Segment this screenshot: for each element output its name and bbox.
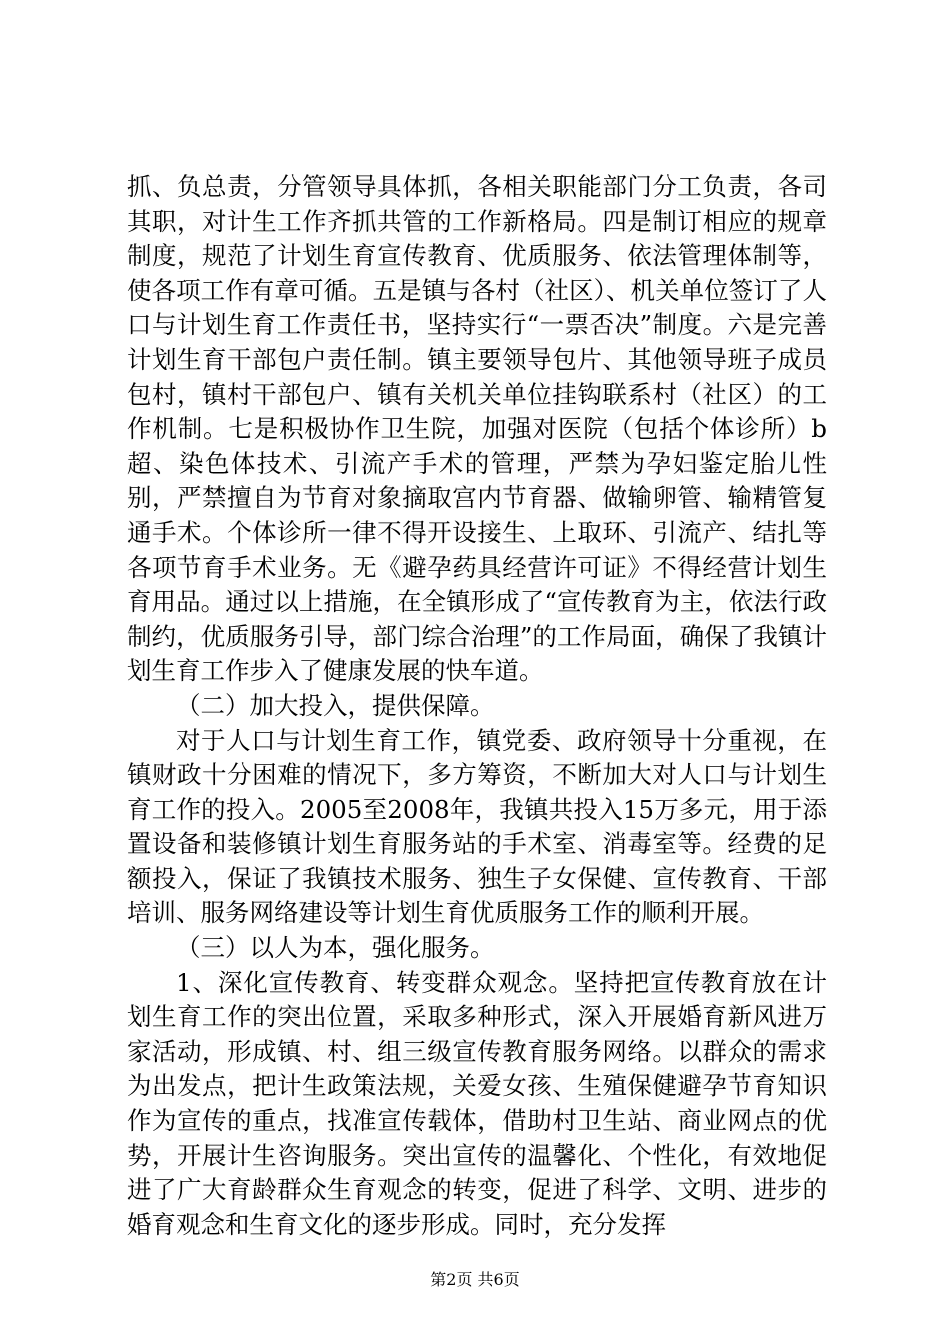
- paragraph-investment: 对于人口与计划生育工作，镇党委、政府领导十分重视，在镇财政十分困难的情况下，多方筹资，不断加大对人口与计划生育工作的投入。2005至2008年，我镇共投入15万多元，用于添置设备和装修镇计划生育服务站的手术室、消毒室等。经费的足额投入，保证了我镇技术服务、独生子女保健、宣传教育、干部培训、服务网络建设等计划生育优质服务工作的顺利开展。: [127, 725, 827, 928]
- section-heading-investment: （二）加大投入，提供保障。: [176, 690, 495, 720]
- section-heading-service: （三）以人为本，强化服务。: [176, 933, 495, 963]
- page-footer: [0, 1270, 950, 1290]
- page-number-label: 第2页 共6页: [430, 1270, 520, 1289]
- document-body: [127, 170, 827, 1242]
- paragraph-responsibility-system: 抓、负总责，分管领导具体抓，各相关职能部门分工负责，各司其职，对计生工作齐抓共管的工作新格局。四是制订相应的规章制度，规范了计划生育宣传教育、优质服务、依法管理体制等，使各项工作有章可循。五是镇与各村（社区）、机关单位签订了人口与计划生育工作责任书，坚持实行“一票否决”制度。六是完善计划生育干部包户责任制。镇主要领导包片、其他领导班子成员包村，镇村干部包户、镇有关机关单位挂钩联系村（社区）的工作机制。七是积极协作卫生院，加强对医院（包括个体诊所）b超、染色体技术、引流产手术的管理，严禁为孕妇鉴定胎儿性别，严禁擅自为节育对象摘取宫内节育器、做输卵管、输精管复通手术。个体诊所一律不得开设接生、上取环、引流产、结扎等各项节育手术业务。无《避孕药具经营许可证》不得经营计划生育用品。通过以上措施，在全镇形成了“宣传教育为主，依法行政制约，优质服务引导，部门综合治理”的工作局面，确保了我镇计划生育工作步入了健康发展的快车道。: [127, 172, 827, 686]
- paragraph-publicity-education: 1、深化宣传教育、转变群众观念。坚持把宣传教育放在计划生育工作的突出位置，采取多种形式，深入开展婚育新风进万家活动，形成镇、村、组三级宣传教育服务网络。以群众的需求为出发点，把计生政策法规，关爱女孩、生殖保健避孕节育知识作为宣传的重点，找准宣传载体，借助村卫生站、商业网点的优势，开展计生咨询服务。突出宣传的温馨化、个性化，有效地促进了广大育龄群众生育观念的转变，促进了科学、文明、进步的婚育观念和生育文化的逐步形成。同时，充分发挥: [127, 967, 827, 1239]
